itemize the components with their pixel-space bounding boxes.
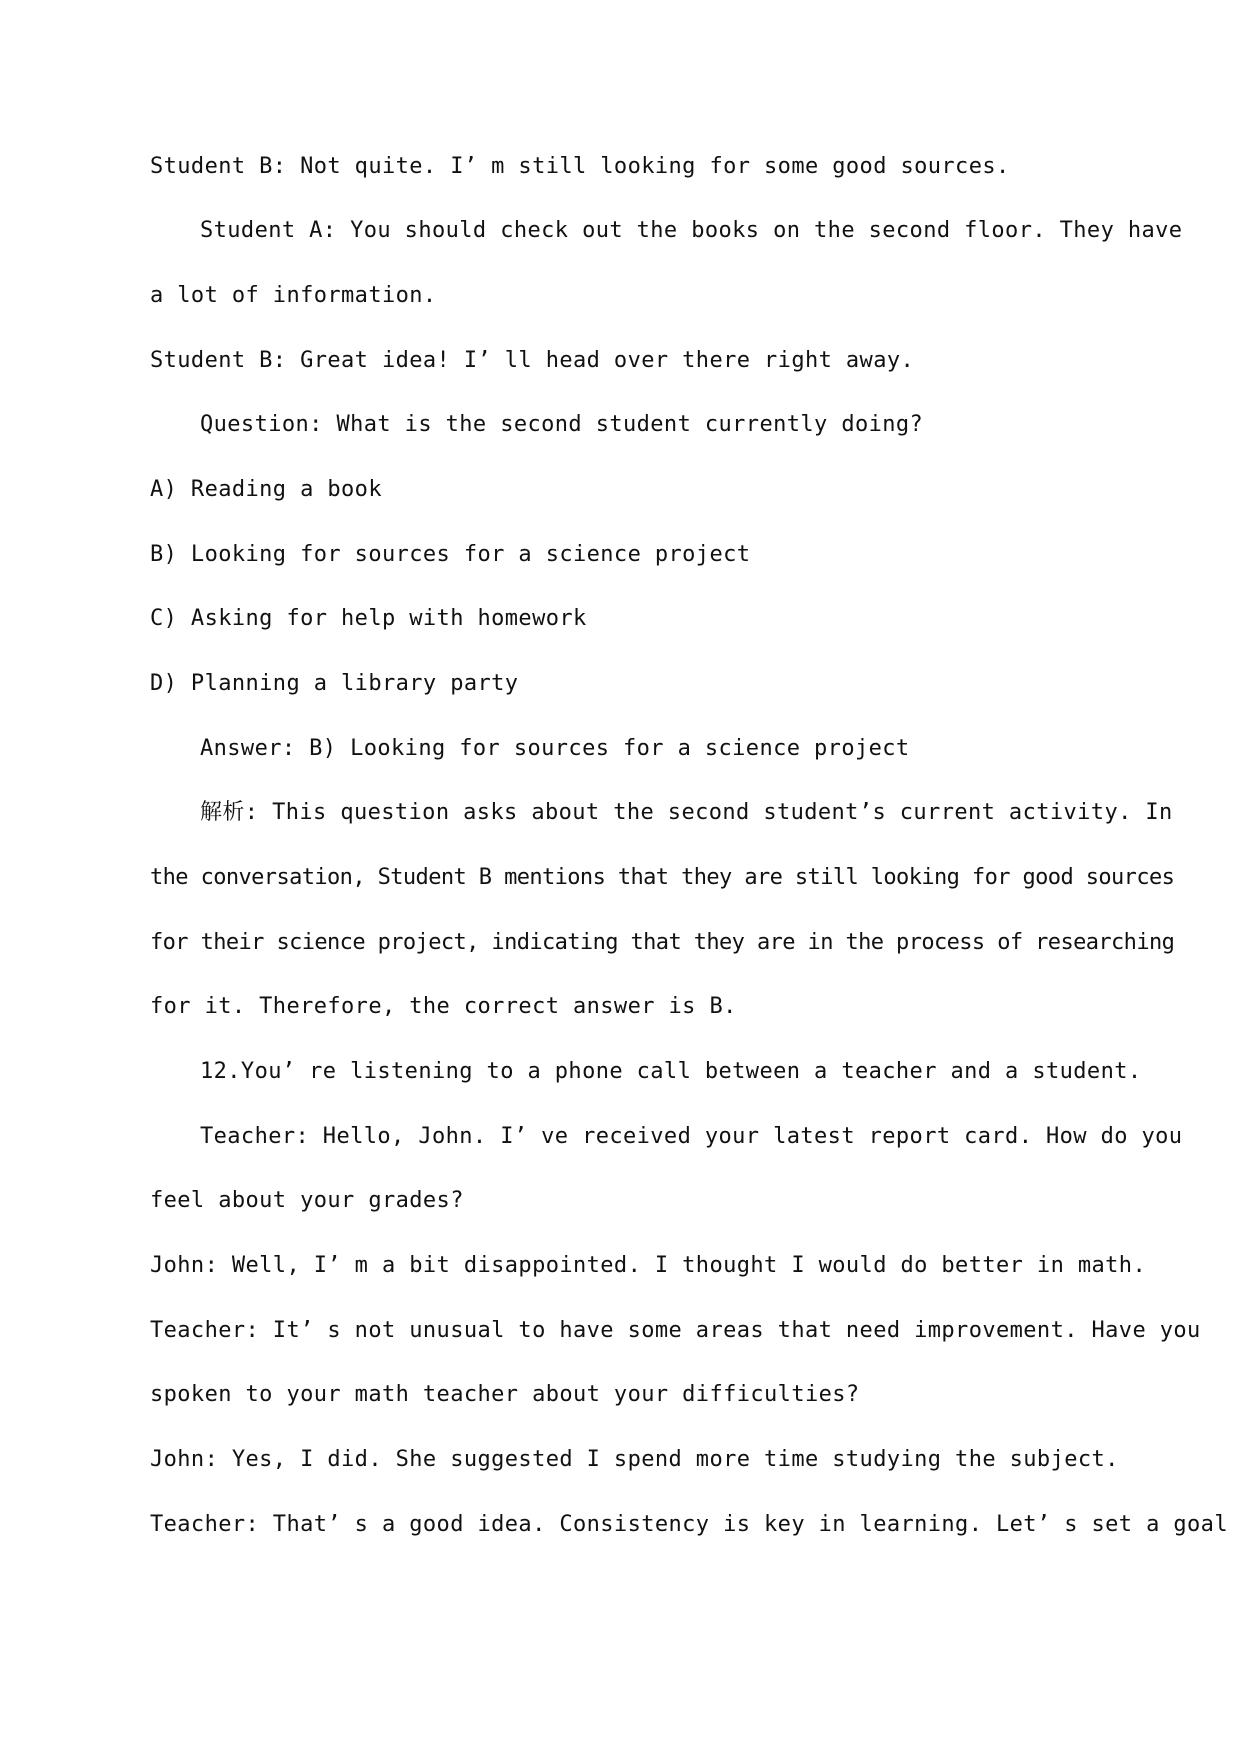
question-line: Question: What is the second student currently doing? <box>200 412 924 437</box>
answer-line: Answer: B) Looking for sources for a science project <box>200 736 910 761</box>
text-line: feel about your grades? <box>150 1188 464 1213</box>
text-line: John: Yes, I did. She suggested I spend more time studying the subject. <box>150 1447 1119 1472</box>
option-d: D) Planning a library party <box>150 671 519 696</box>
text-line: Teacher: Hello, John. I’ ve received your latest report card. How do you <box>200 1124 1183 1149</box>
option-a: A) Reading a book <box>150 477 382 502</box>
text-line: spoken to your math teacher about your difficulties? <box>150 1382 860 1407</box>
question-heading: 12.You’ re listening to a phone call between a teacher and a student. <box>200 1059 1142 1084</box>
analysis-line: for it. Therefore, the correct answer is B. <box>150 994 737 1019</box>
text-line: Teacher: It’ s not unusual to have some areas that need improvement. Have you <box>150 1318 1201 1343</box>
text-line: Teacher: That’ s a good idea. Consistency is key in learning. Let’ s set a goal <box>150 1512 1228 1537</box>
analysis-line: 解析: This question asks about the second student’s current activity. In <box>200 800 1173 825</box>
option-b: B) Looking for sources for a science project <box>150 542 751 567</box>
text-line: a lot of information. <box>150 283 437 308</box>
text-line: John: Well, I’ m a bit disappointed. I thought I would do better in math. <box>150 1253 1147 1278</box>
analysis-line: for their science project, indicating that they are in the process of researching <box>150 930 1175 955</box>
text-line: Student B: Great idea! I’ ll head over there right away. <box>150 348 915 373</box>
option-c: C) Asking for help with homework <box>150 606 587 631</box>
analysis-line: the conversation, Student B mentions that they are still looking for good sources <box>150 865 1175 890</box>
text-line: Student A: You should check out the books on the second floor. They have <box>200 218 1183 243</box>
text-line: Student B: Not quite. I’ m still looking for some good sources. <box>150 154 1010 179</box>
